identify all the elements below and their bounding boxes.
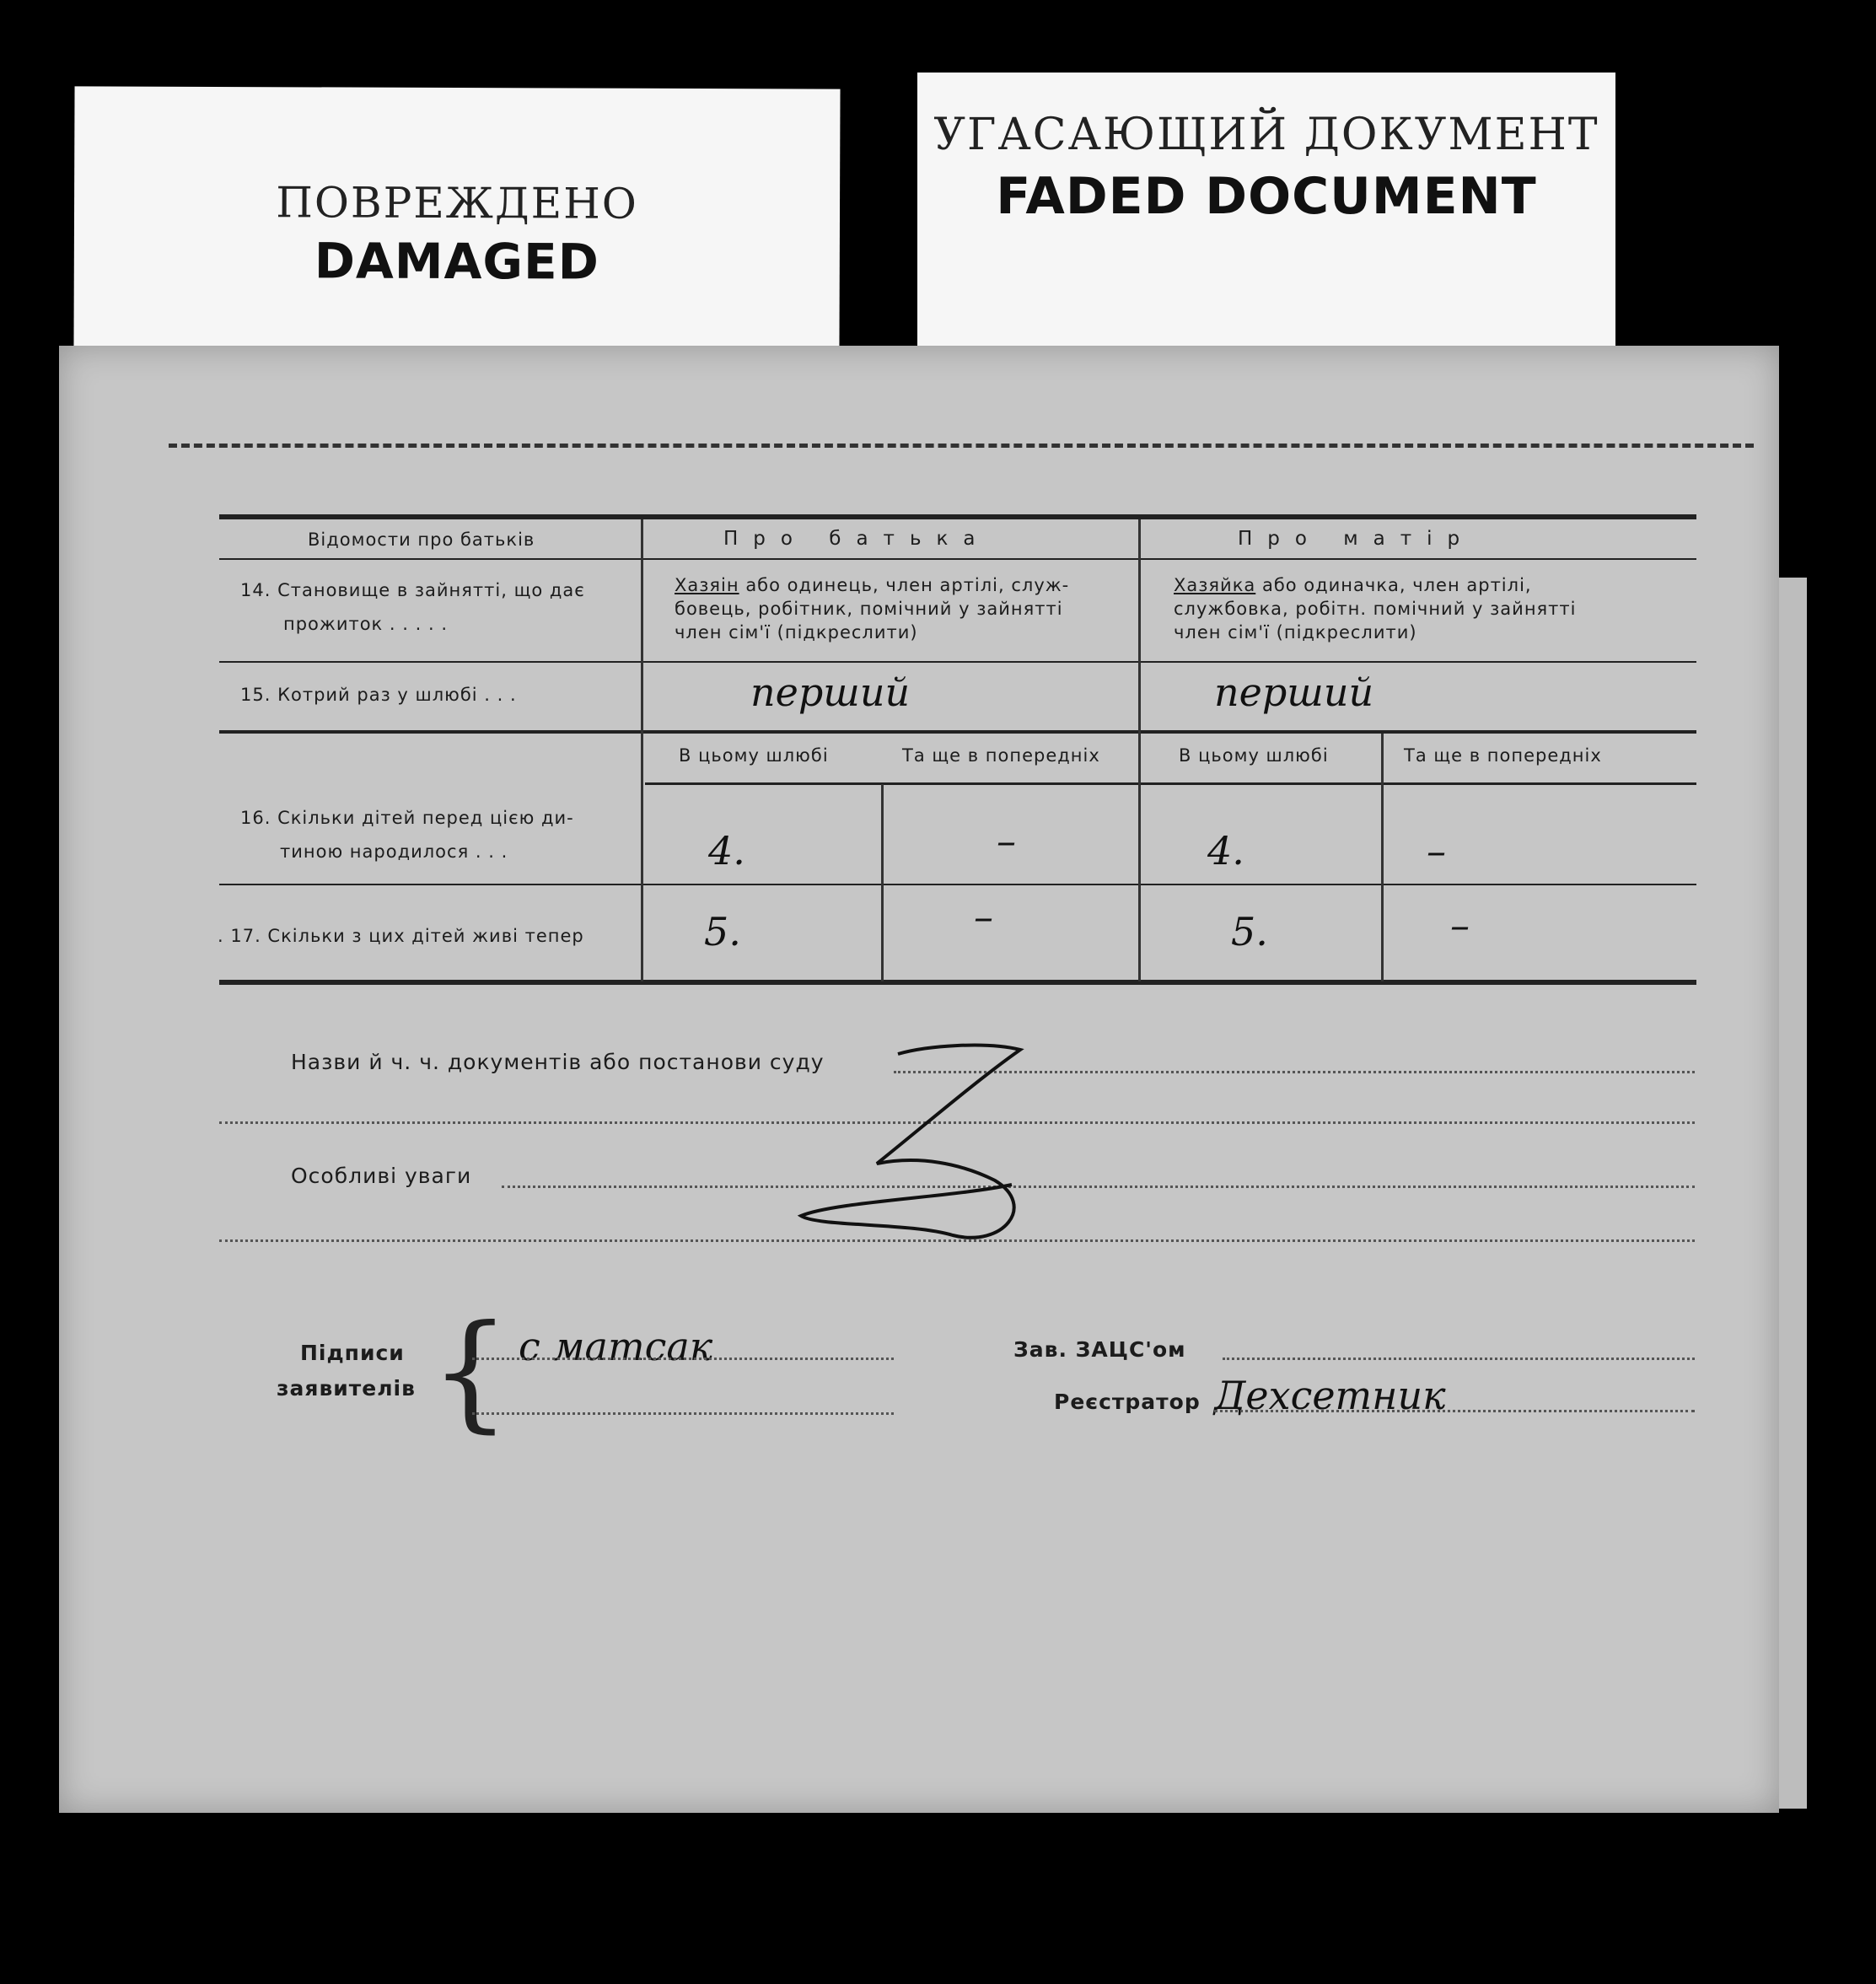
row14-mother-text	[1174, 575, 1532, 595]
subheader-rule	[645, 782, 1696, 785]
table-header-rule	[219, 558, 1696, 560]
row14-rule	[219, 661, 1696, 663]
row14-label-cont: прожиток . . . . .	[283, 614, 448, 634]
head-zags-label: Зав. ЗАЦС'ом	[1013, 1337, 1186, 1362]
row17-mother-this: 5.	[1231, 909, 1268, 954]
signatures-label-1: Підписи	[300, 1341, 405, 1365]
signatures-brace: {	[430, 1298, 511, 1445]
faded-label-ru: УГАСАЮЩИЙ ДОКУМЕНТ	[933, 110, 1599, 160]
col-divider-mother-sub	[1381, 734, 1384, 981]
table-top-rule	[219, 514, 1696, 519]
row14-label: 14. Становище в зайнятті, що дає	[240, 580, 585, 600]
registrar-line	[1214, 1410, 1695, 1412]
row14-mother-line3: член сім'ї (підкреслити)	[1174, 622, 1417, 643]
row15-mother-value: перший	[1214, 669, 1374, 715]
header-parents-info: Відомости про батьків	[308, 530, 535, 550]
row14-father-line3: член сім'ї (підкреслити)	[675, 622, 918, 643]
cancellation-mark	[784, 1037, 1189, 1256]
subheader-father-this: В цьому шлюбі	[679, 745, 829, 766]
row16-mother-prev: –	[1427, 828, 1446, 874]
row14-father-text	[675, 575, 1069, 595]
faded-label-card	[917, 73, 1615, 351]
row14-father-line1: або одинець, член артілі, служ-	[745, 575, 1070, 595]
col-divider-2	[1138, 519, 1141, 981]
faded-label-en: FADED DOCUMENT	[996, 167, 1537, 226]
row14-mother-line2: службовка, робітн. помічний у зайнятті	[1174, 599, 1577, 619]
perforation-line	[169, 444, 1754, 448]
damaged-label-ru: ПОВРЕЖДЕНО	[276, 178, 638, 229]
row17-mother-prev: –	[1450, 902, 1470, 948]
damaged-label-en: DAMAGED	[314, 232, 599, 291]
col-divider-father-sub	[881, 784, 884, 981]
registrar-label: Реєстратор	[1054, 1390, 1201, 1414]
documents-label: Назви й ч. ч. документів або постанови суду	[291, 1050, 825, 1074]
row14-mother-underlined: Хазяйка	[1174, 575, 1256, 595]
head-zags-line	[1223, 1358, 1695, 1360]
subheader-mother-prev: Та ще в попередніх	[1404, 745, 1602, 766]
row15-rule	[219, 730, 1696, 734]
registrar-signature: Дехсетник	[1214, 1373, 1446, 1418]
row17-label: . 17. Скільки з цих дітей живі тепер	[218, 926, 584, 946]
header-mother: Про матір	[1238, 528, 1476, 550]
subheader-mother-this: В цьому шлюбі	[1179, 745, 1329, 766]
signature-line-2	[472, 1412, 894, 1415]
row14-father-underlined: Хазяін	[675, 575, 739, 595]
applicant-signature: с матсак	[519, 1324, 713, 1369]
col-divider-1	[641, 519, 643, 981]
row17-father-prev: –	[974, 894, 993, 939]
row16-rule	[219, 884, 1696, 885]
row16-label-cont: тиною народилося . . .	[280, 841, 508, 862]
subheader-father-prev: Та ще в попередніх	[902, 745, 1100, 766]
header-father: Про батька	[723, 528, 991, 550]
row16-father-this: 4.	[708, 828, 745, 874]
signatures-label-2: заявителів	[277, 1376, 416, 1401]
row16-label: 16. Скільки дітей перед цією ди-	[240, 808, 574, 828]
notes-label: Особливі уваги	[291, 1164, 472, 1188]
row15-label: 15. Котрий раз у шлюбі . . .	[240, 685, 517, 705]
row17-father-this: 5.	[704, 909, 741, 954]
row16-father-prev: –	[997, 818, 1016, 863]
row16-mother-this: 4.	[1207, 828, 1244, 874]
row14-mother-line1: або одиначка, член артілі,	[1261, 575, 1532, 595]
registration-form-sheet	[59, 346, 1779, 1813]
signature-line-1	[472, 1358, 894, 1360]
table-bottom-rule	[219, 980, 1696, 985]
row15-father-value: перший	[750, 669, 911, 715]
damaged-label-card	[73, 86, 840, 350]
row14-father-line2: бовець, робітник, помічний у зайнятті	[675, 599, 1063, 619]
